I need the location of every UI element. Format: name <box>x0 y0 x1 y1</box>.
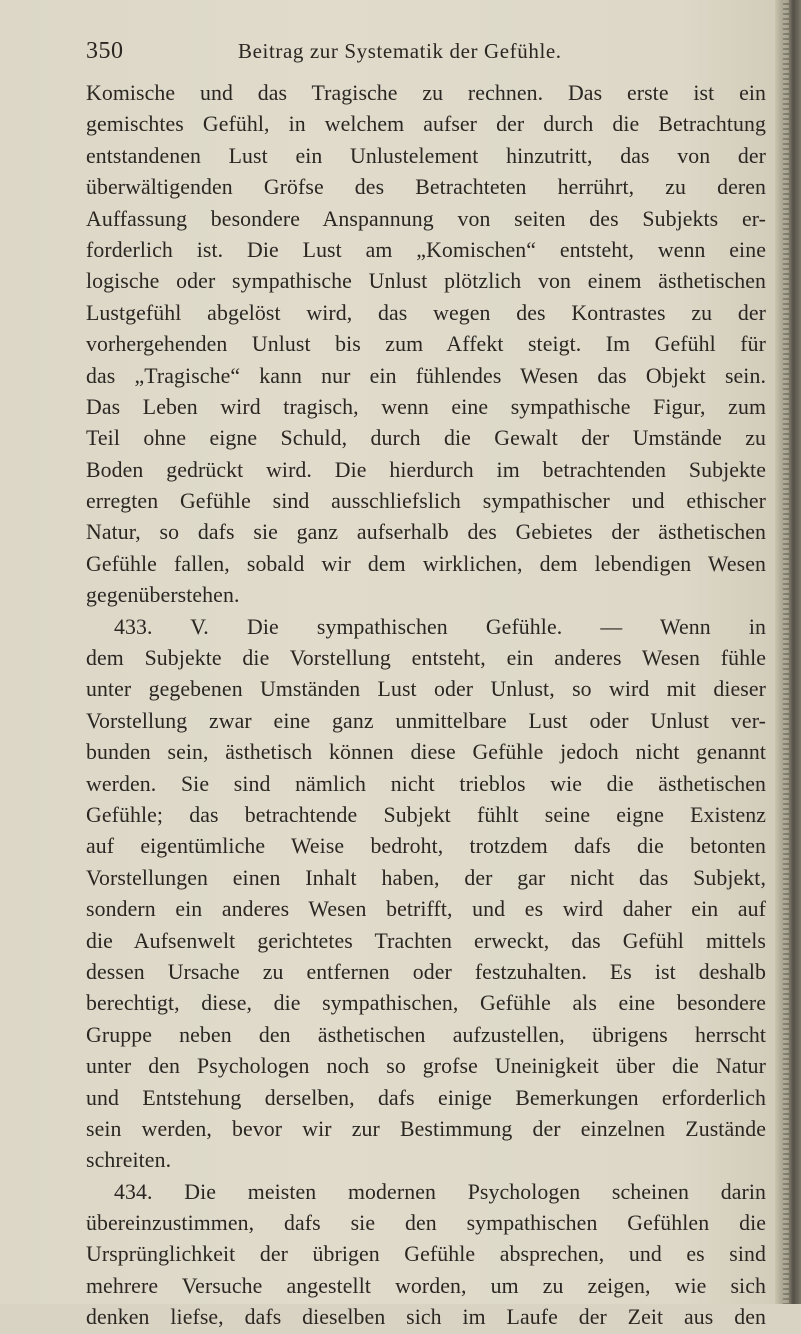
text-line: entstandenen Lust ein Unlustelement hinzutritt, das von der <box>86 143 766 168</box>
text-line: Gefühle fallen, sobald wir dem wirklichen, dem lebendigen Wesen <box>86 551 766 576</box>
text-line: Vorstellungen einen Inhalt haben, der gar nicht das Subjekt, <box>86 865 766 890</box>
text-line: erregten Gefühle sind ausschliefslich sympathischer und ethischer <box>86 489 766 514</box>
page-number: 350 <box>86 38 124 64</box>
text-line: Gefühle; das betrachtende Subjekt fühlt seine eigne Existenz <box>86 802 766 827</box>
section-heading-line: 433. V. Die sympathischen Gefühle. — Wenn in <box>114 614 766 639</box>
text-line: gegenüberstehen. <box>86 583 240 608</box>
body-text <box>86 78 766 1334</box>
running-head: Beitrag zur Systematik der Gefühle. <box>238 39 562 63</box>
text-line: Auffassung besondere Anspannung von seiten des Subjekts er- <box>86 206 766 231</box>
text-line: und Entstehung derselben, dafs einige Bemerkungen erforderlich <box>86 1085 766 1110</box>
text-line: Natur, so dafs sie ganz aufserhalb des Gebietes der ästhetischen <box>86 520 766 545</box>
text-line: Komische und das Tragische zu rechnen. Das erste ist ein <box>86 81 766 105</box>
text-line: Teil ohne eigne Schuld, durch die Gewalt der Umstände zu <box>86 426 766 451</box>
text-line: gemischtes Gefühl, in welchem aufser der durch die Betrachtung <box>86 112 766 137</box>
text-line: Das Leben wird tragisch, wenn eine sympathische Figur, zum <box>86 394 766 419</box>
text-line: unter den Psychologen noch so grofse Uneinigkeit über die Natur <box>86 1054 766 1079</box>
page-header <box>86 38 766 68</box>
text-line: Vorstellung zwar eine ganz unmittelbare Lust oder Unlust ver- <box>86 708 766 733</box>
text-line: bunden sein, ästhetisch können diese Gefühle jedoch nicht genannt <box>86 740 766 765</box>
text-line: das „Tragische“ kann nur ein fühlendes Wesen das Objekt sein. <box>86 363 766 388</box>
page-edge <box>775 0 801 1304</box>
text-line: übereinzustimmen, dafs sie den sympathischen Gefühlen die <box>86 1211 766 1236</box>
text-line: auf eigentümliche Weise bedroht, trotzdem dafs die betonten <box>86 834 766 859</box>
text-line: sein werden, bevor wir zur Bestimmung der einzelnen Zustände <box>86 1116 766 1141</box>
text-line: mehrere Versuche angestellt worden, um zu zeigen, wie sich <box>86 1273 766 1298</box>
text-line: die Aufsenwelt gerichtetes Trachten erweckt, das Gefühl mittels <box>86 928 766 953</box>
text-line: Lustgefühl abgelöst wird, das wegen des Kontrastes zu der <box>86 300 766 325</box>
text-line: denken liefse, dafs dieselben sich im Laufe der Zeit aus den <box>86 1305 766 1330</box>
text-line: schreiten. <box>86 1148 172 1173</box>
text-line: dem Subjekte die Vorstellung entsteht, ein anderes Wesen fühle <box>86 646 766 671</box>
text-line: logische oder sympathische Unlust plötzlich von einem ästhetischen <box>86 269 766 294</box>
text-line: berechtigt, diese, die sympathischen, Gefühle als eine besondere <box>86 991 766 1016</box>
text-line: Ursprünglichkeit der übrigen Gefühle absprechen, und es sind <box>86 1242 766 1267</box>
text-line: dessen Ursache zu entfernen oder festzuhalten. Es ist deshalb <box>86 959 766 984</box>
text-line: Boden gedrückt wird. Die hierdurch im betrachtenden Subjekte <box>86 457 766 482</box>
section-heading-line: 434. Die meisten modernen Psychologen scheinen darin <box>114 1179 766 1204</box>
text-line: unter gegebenen Umständen Lust oder Unlust, so wird mit dieser <box>86 677 766 702</box>
text-line: überwältigenden Gröfse des Betrachteten herrührt, zu deren <box>86 175 766 200</box>
text-line: sondern ein anderes Wesen betrifft, und es wird daher ein auf <box>86 897 766 922</box>
text-line: werden. Sie sind nämlich nicht trieblos wie die ästhetischen <box>86 771 766 796</box>
text-line: Gruppe neben den ästhetischen aufzustellen, übrigens herrscht <box>86 1022 766 1047</box>
text-line: forderlich ist. Die Lust am „Komischen“ entsteht, wenn eine <box>86 237 766 262</box>
text-line: vorhergehenden Unlust bis zum Affekt steigt. Im Gefühl für <box>86 332 766 357</box>
